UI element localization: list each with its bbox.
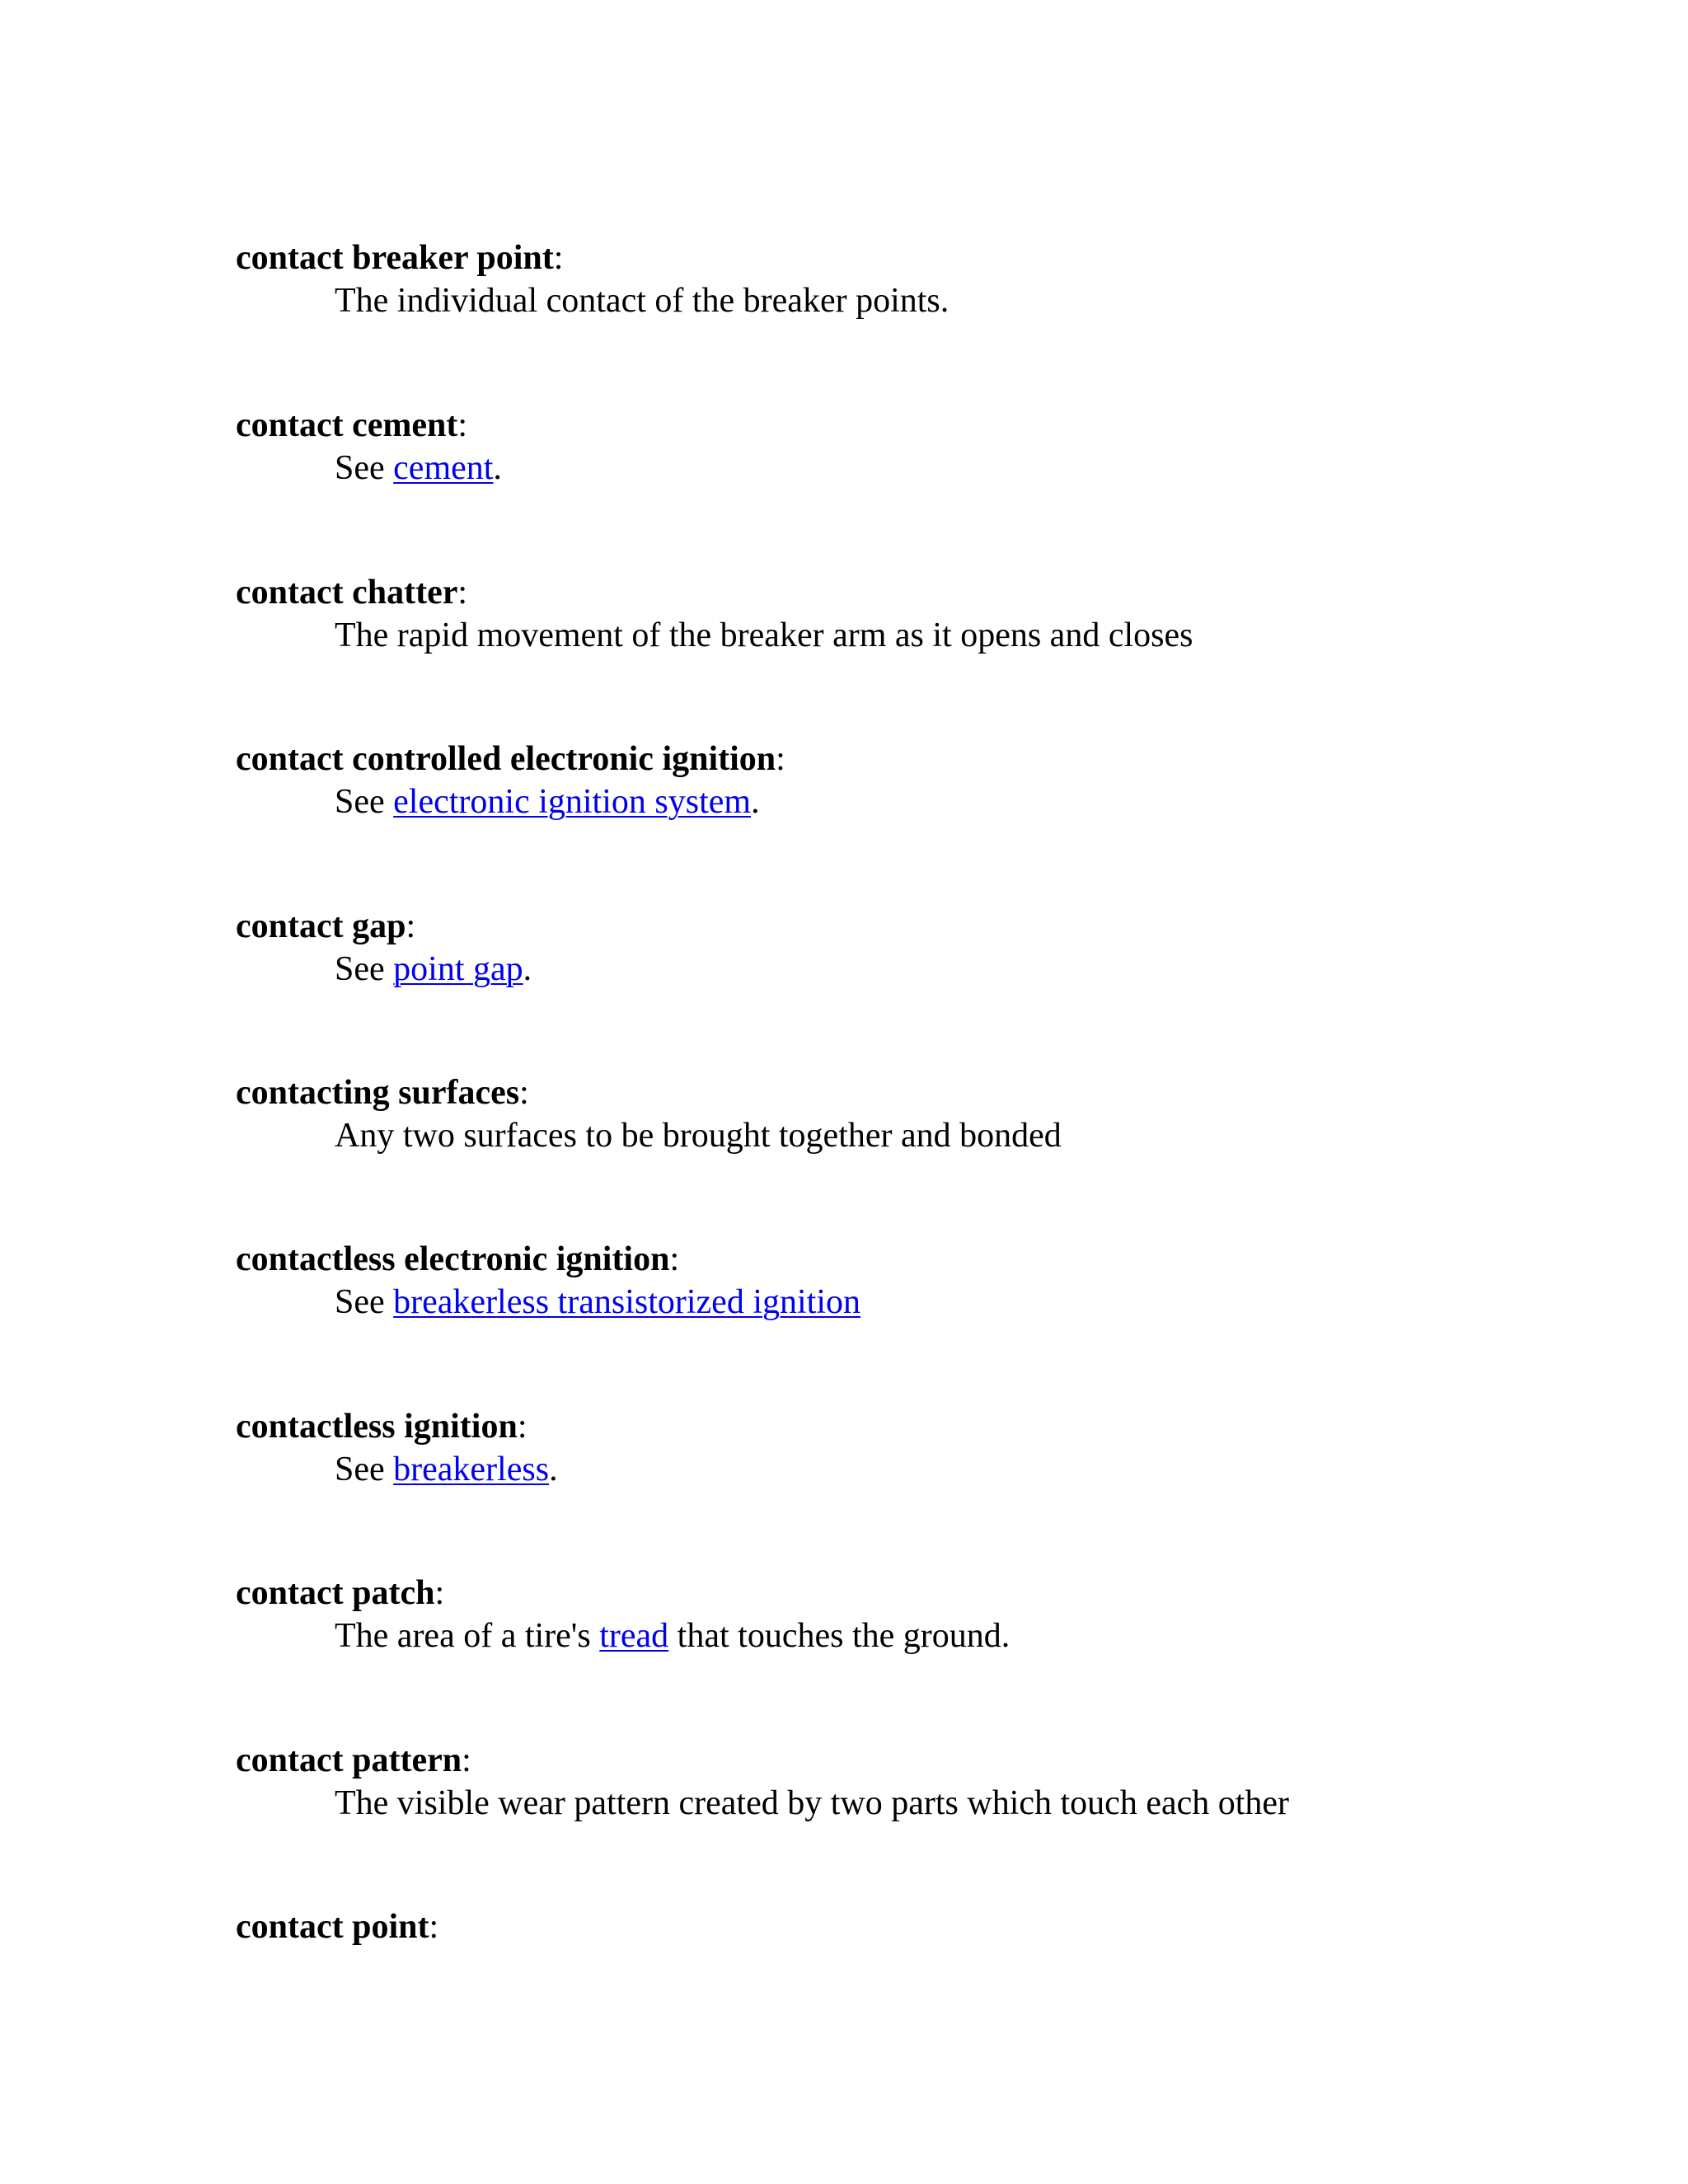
entry-definition bbox=[236, 1114, 1637, 1157]
term-colon: : bbox=[776, 740, 785, 778]
term-colon: : bbox=[457, 406, 468, 444]
definition-text: The rapid movement of the breaker arm as it opens and closes bbox=[335, 616, 1193, 654]
term-colon: : bbox=[462, 1741, 471, 1779]
term-colon: : bbox=[553, 239, 564, 277]
entry-definition bbox=[236, 780, 1637, 823]
definition-suffix: . bbox=[493, 449, 502, 487]
glossary-entry bbox=[236, 1739, 1637, 1825]
glossary-entry bbox=[236, 1238, 1637, 1324]
entry-definition bbox=[236, 948, 1637, 991]
entry-term: contacting surfaces bbox=[236, 1074, 520, 1112]
definition-suffix: that touches the ground. bbox=[668, 1617, 1010, 1655]
definition-prefix: See bbox=[335, 1451, 394, 1488]
definition-prefix: See bbox=[335, 783, 394, 821]
glossary-entry bbox=[236, 1071, 1637, 1157]
definition-prefix: The area of a tire's bbox=[335, 1617, 600, 1655]
entry-term: contact pattern bbox=[236, 1741, 462, 1779]
entry-definition bbox=[236, 279, 1637, 322]
term-colon: : bbox=[669, 1240, 680, 1278]
entry-heading bbox=[236, 571, 1637, 614]
definition-text: The visible wear pattern created by two parts which touch each other bbox=[335, 1784, 1290, 1822]
entry-definition bbox=[236, 1615, 1637, 1657]
entry-term: contact gap bbox=[236, 907, 406, 945]
entry-heading bbox=[236, 1905, 1637, 1948]
glossary-entry bbox=[236, 237, 1637, 322]
entry-heading bbox=[236, 1071, 1637, 1114]
definition-text: The individual contact of the breaker points. bbox=[335, 282, 950, 320]
entry-term: contact cement bbox=[236, 406, 458, 444]
definition-prefix: See bbox=[335, 950, 394, 988]
definition-text: Any two surfaces to be brought together and bonded bbox=[335, 1117, 1062, 1155]
entry-term: contactless ignition bbox=[236, 1408, 518, 1446]
entry-definition bbox=[236, 1281, 1637, 1324]
entry-heading bbox=[236, 1739, 1637, 1782]
entry-heading bbox=[236, 237, 1637, 279]
glossary-entry bbox=[236, 1905, 1637, 1948]
entry-heading bbox=[236, 738, 1637, 780]
cross-reference-link[interactable]: cement bbox=[393, 449, 494, 487]
cross-reference-link[interactable]: tread bbox=[599, 1617, 669, 1655]
term-colon: : bbox=[519, 1074, 529, 1112]
entry-heading bbox=[236, 1405, 1637, 1448]
definition-suffix: . bbox=[523, 950, 532, 988]
term-colon: : bbox=[406, 907, 416, 945]
glossary-entry bbox=[236, 1572, 1637, 1657]
entry-heading bbox=[236, 404, 1637, 447]
term-colon: : bbox=[434, 1574, 445, 1612]
entry-term: contact controlled electronic ignition bbox=[236, 740, 776, 778]
definition-prefix: See bbox=[335, 1283, 394, 1321]
entry-heading bbox=[236, 1238, 1637, 1281]
cross-reference-link[interactable]: breakerless bbox=[393, 1451, 550, 1488]
glossary-entry bbox=[236, 905, 1637, 991]
term-colon: : bbox=[429, 1908, 439, 1946]
entry-term: contactless electronic ignition bbox=[236, 1240, 670, 1278]
entry-heading bbox=[236, 1572, 1637, 1615]
entry-term: contact patch bbox=[236, 1574, 435, 1612]
entry-term: contact chatter bbox=[236, 574, 458, 612]
definition-suffix: . bbox=[549, 1451, 558, 1488]
definition-suffix: . bbox=[751, 783, 760, 821]
term-colon: : bbox=[517, 1408, 528, 1446]
entry-term: contact point bbox=[236, 1908, 429, 1946]
entry-heading bbox=[236, 905, 1637, 948]
glossary-entry bbox=[236, 738, 1637, 823]
glossary-entry bbox=[236, 571, 1637, 657]
glossary-entry bbox=[236, 1405, 1637, 1491]
term-colon: : bbox=[457, 574, 468, 612]
cross-reference-link[interactable]: electronic ignition system bbox=[393, 783, 752, 821]
entry-definition bbox=[236, 1448, 1637, 1491]
glossary-entry bbox=[236, 404, 1637, 490]
entry-definition bbox=[236, 614, 1637, 657]
entry-definition bbox=[236, 1782, 1637, 1825]
cross-reference-link[interactable]: point gap bbox=[393, 950, 523, 988]
entry-term: contact breaker point bbox=[236, 239, 554, 277]
definition-prefix: See bbox=[335, 449, 394, 487]
entry-definition bbox=[236, 447, 1637, 490]
cross-reference-link[interactable]: breakerless transistorized ignition bbox=[393, 1283, 860, 1321]
